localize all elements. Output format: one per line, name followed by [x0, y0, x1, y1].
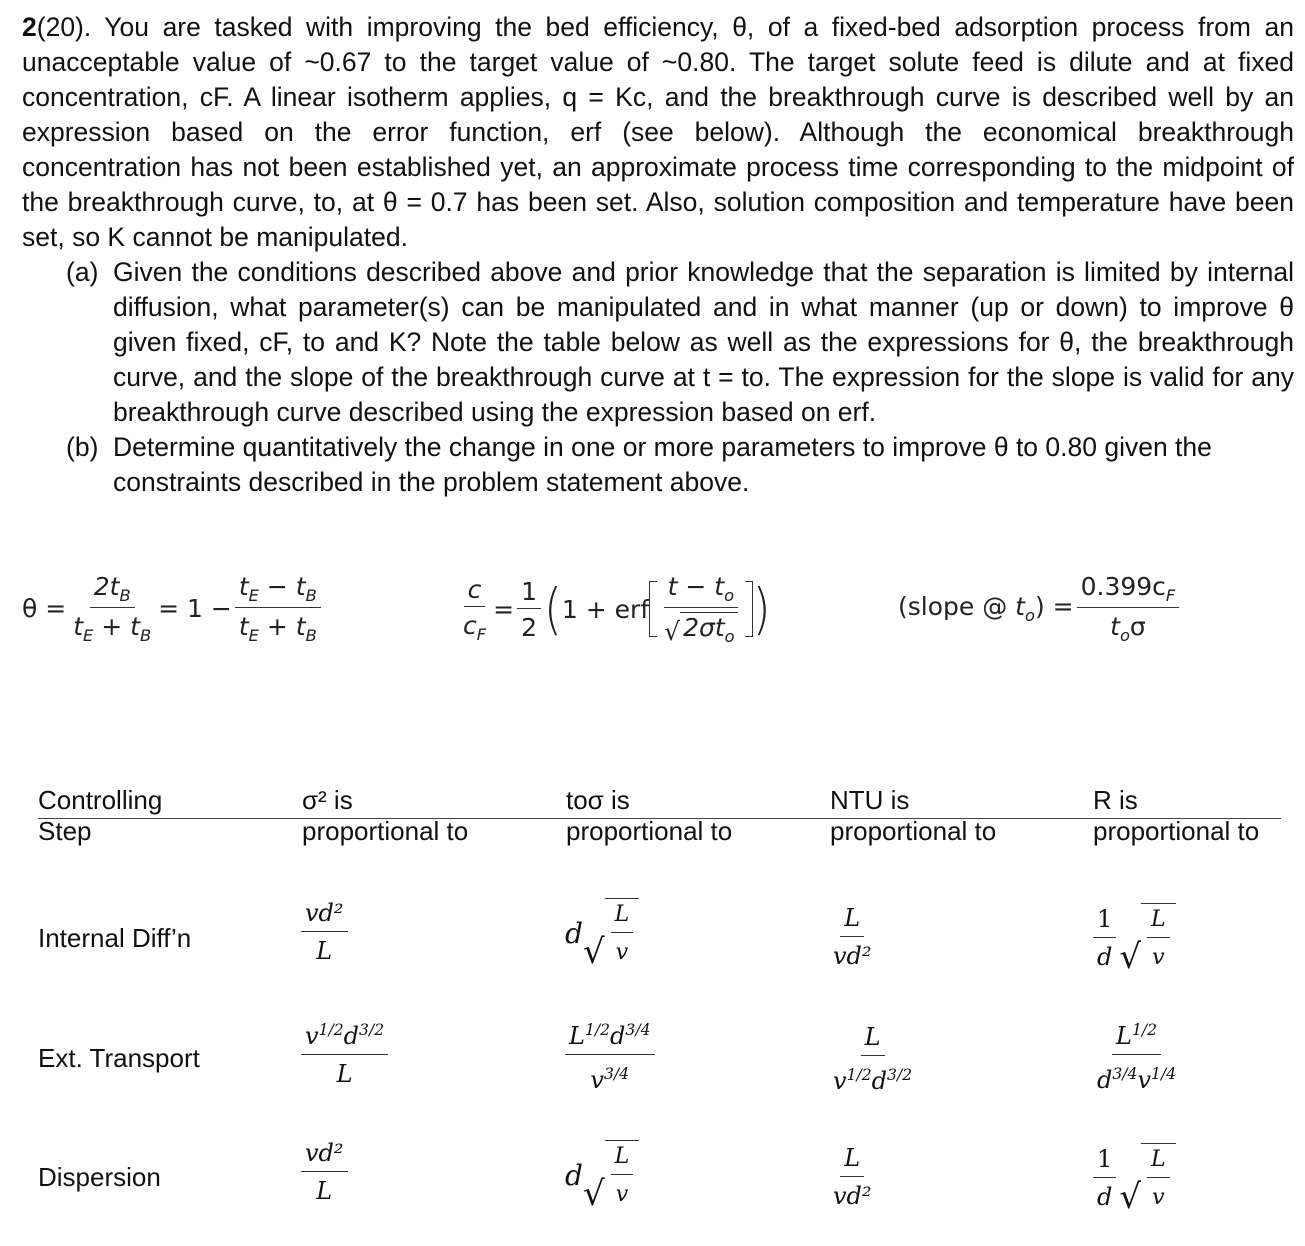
cell-external-tosigma: $\frac{L^{1/2}d^{3/4}}{v^{3/4}}$ [562, 1015, 658, 1096]
cell-external-r: $\frac{L^{1/2}}{d^{3/4}v^{1/4}}$ [1090, 1015, 1183, 1096]
part-b-label: (b) [66, 432, 99, 462]
part-a-text: Given the conditions described above and prior knowledge that the separation is limited by internal diffusion, what parameter(s) can be manipulated and in what manner (up or down) to improve θ given fixed, cF, to and K? Note the table below as well as the expressions for θ, the breakthrough curve, and the slope of the breakthrough curve at t = to. The expression for the slope is valid for any breakthrough curve described using the expression based on erf. [113, 257, 1294, 427]
one-half: $\frac{1}{2}$ [517, 577, 541, 642]
problem-number: 2 [22, 12, 37, 42]
part-b-text: Determine quantitatively the change in one or more parameters to improve θ to 0.80 given the constraints described in the problem statement above. [113, 432, 1212, 497]
row-label-internal: Internal Diff’n [38, 923, 192, 953]
header-controlling-step: Controlling Step [38, 785, 163, 846]
cell-dispersion-r: $\frac{1}{d}$ √ $\frac{L}{v}$ [1090, 1143, 1176, 1213]
theta-symbol: θ = [22, 594, 67, 623]
cell-dispersion-sigma: $\frac{\text{vd²}}{L}$ [298, 1138, 351, 1207]
erf-argument: $t - t_o$ √ $2\sigma t_o$ [660, 572, 741, 646]
cell-internal-sigma: $\frac{\text{vd²}}{L}$ [298, 898, 351, 967]
one-plus-erf: 1 + erf [561, 594, 650, 624]
cell-internal-ntu: $\frac{L}{\text{vd²}}$ [833, 904, 872, 970]
header-ntu: NTU is proportional to [830, 785, 997, 846]
cell-external-ntu: $\frac{L}{v^{1/2}d^{3/2}}$ [833, 1023, 913, 1095]
slope-equation: (slope @ $t_o$) = $\frac{0.399c_F}{t_o\sigma}$ [898, 572, 1182, 645]
theta-num: 2t [93, 572, 120, 601]
cell-external-sigma: $\frac{v^{1/2}d^{3/2}}{L}$ [298, 1015, 391, 1090]
part-a-label: (a) [66, 257, 99, 287]
header-to-sigma: toσ is proportional to [566, 785, 733, 846]
header-divider [38, 818, 1281, 819]
one-minus: = 1 − [158, 594, 232, 623]
slope-fraction: $\frac{0.399c_F}{t_o\sigma}$ [1077, 572, 1180, 645]
theta-fraction: $\frac{2t_B}{t_E + t_B}$ [73, 572, 152, 645]
cell-internal-tosigma: d √ $\frac{L}{v}$ [565, 898, 639, 968]
breakthrough-equation: $\frac{c}{c_F}$ = $\frac{1}{2}$ ( 1 + erf $t - t_o$ √ $2\sigma t_o$ ) [456, 572, 771, 646]
theta-fraction-2: $\frac{t_E - t_B}{t_E + t_B}$ [235, 572, 321, 645]
header-r: R is proportional to [1093, 785, 1260, 846]
cell-dispersion-tosigma: d √ $\frac{L}{v}$ [565, 1140, 639, 1210]
cell-dispersion-ntu: $\frac{L}{\text{vd²}}$ [833, 1144, 872, 1210]
header-sigma: σ² is proportional to [302, 785, 469, 846]
c-over-cf: $\frac{c}{c_F}$ [463, 574, 487, 644]
row-label-dispersion: Dispersion [38, 1162, 161, 1192]
row-label-external: Ext. Transport [38, 1043, 200, 1073]
problem-intro-text: (20). You are tasked with improving the bed efficiency, θ, of a fixed-bed adsorption process from an unacceptable value of ~0.67 to the target value of ~0.80. The target solute feed is dilute and at fixed concentration, cF. A linear isotherm applies, q = Kc, and the breakthrough curve is described well by an expression based on the error function, erf (see below). Although the economical breakthrough concentration has not been established yet, an approximate process time corresponding to the midpoint of the breakthrough curve, to, at θ = 0.7 has been set. Also, solution composition and temperature have been set, so K cannot be manipulated. [22, 12, 1294, 252]
cell-internal-r: $\frac{1}{d}$ √ $\frac{L}{v}$ [1090, 903, 1176, 973]
